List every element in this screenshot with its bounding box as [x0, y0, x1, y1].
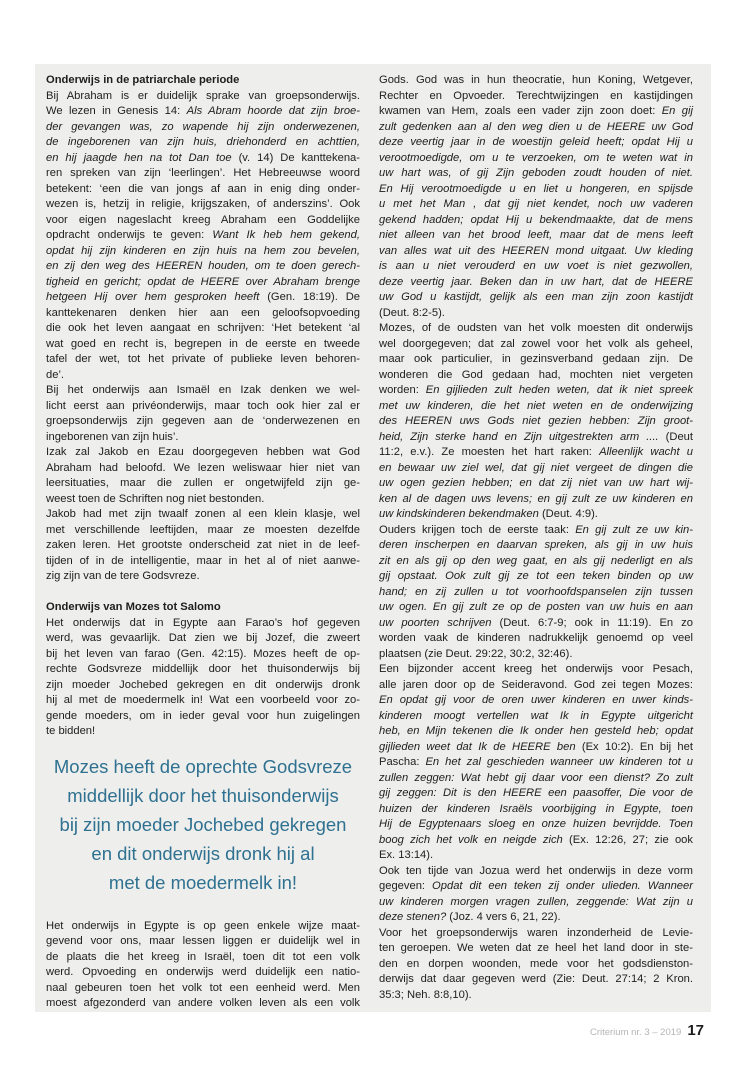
text-line — [379, 740, 693, 756]
text-line — [46, 197, 360, 213]
paragraph — [379, 73, 693, 321]
text-line — [46, 383, 360, 399]
text-run: naal gebeuren toen het volk tot een eenheid werd. Men — [46, 981, 360, 994]
text-run: die ook het leven aangaat en schrijven: ‘Het betekent ‘al — [46, 322, 360, 334]
text-line — [379, 709, 693, 725]
text-run: wel doorgegeven; dat zal zowel voor het volk als geheel, — [379, 337, 693, 350]
scripture-quote: deze stenen? — [379, 911, 447, 923]
text-line — [379, 414, 693, 430]
text-run: (v. 14) De kanttekena- — [231, 151, 360, 164]
scripture-quote: gijlieden weet dat Ik de HEERE ben — [379, 740, 576, 753]
text-line — [46, 430, 360, 446]
text-run: derwijs dat daar gegeven werd (Zie: Deut. 27:14; 2 Kron. — [379, 973, 693, 985]
text-line — [379, 492, 693, 508]
text-line — [46, 647, 360, 663]
text-line — [46, 244, 360, 260]
text-run: voor eigen nageslacht kreeg Abraham een Goddelijke — [46, 213, 360, 226]
text-line — [379, 507, 693, 523]
scripture-quote: deze veertig jaar in de woestijn geleid heeft; opdat Hij u — [379, 136, 693, 148]
text-run: werd, was gevaarlijk. Dat zien we bij Jozef, die zweert — [46, 632, 360, 644]
text-line — [46, 523, 360, 539]
text-run: hij al met de moedermelk in! Wat een voorbeeld voor zo- — [46, 694, 360, 706]
text-line — [46, 709, 360, 725]
text-line — [46, 352, 360, 368]
text-line — [46, 981, 360, 997]
scripture-quote: zit en als gij op den weg gaat, en als gij nederligt en als — [379, 554, 693, 567]
scripture-quote: uw hart was, of gij Zijn geboden zoudt houden of niet. — [379, 167, 693, 179]
text-line — [379, 306, 693, 322]
text-run: tijden of in de intelligentie, maar in het al of niet aanwe- — [46, 554, 360, 567]
text-line — [379, 895, 693, 911]
text-run: wat goed en recht is, begrepen in de eerste en tweede — [46, 337, 360, 350]
text-run: gegeven: — [379, 880, 433, 892]
text-run: Rechter en Opvoeder. Terechtwijzingen en kastijdingen — [379, 89, 693, 102]
text-run: Bij Abraham is er duidelijk sprake van groepsonderwijs. — [46, 89, 360, 102]
text-run: Mozes, of de oudsten van het volk moesten dit onderwijs — [379, 322, 693, 334]
scripture-quote: En gij — [661, 105, 693, 117]
text-run: licht eerst aan privéonderwijs, maar toch ook hier zal er — [46, 399, 360, 412]
scripture-quote: deren inscherpen en daarvan spreken, als gij in uw huis — [379, 539, 693, 551]
text-line — [379, 833, 693, 849]
section-heading: Onderwijs van Mozes tot Salomo — [46, 601, 221, 613]
text-line — [379, 957, 693, 973]
text-line — [379, 755, 693, 771]
text-run: wezen is, hetzij in religie, krijgszaken, of anderszins’. Ook — [46, 198, 360, 210]
text-line — [46, 445, 360, 461]
paragraph — [379, 321, 693, 523]
paragraph — [46, 445, 360, 507]
text-line — [379, 368, 693, 384]
scripture-quote: uw poorten schrijven — [379, 616, 492, 629]
paragraph — [46, 919, 360, 1012]
section-heading: Onderwijs in de patriarchale periode — [46, 74, 240, 86]
scripture-quote: En opdat gij voor de oren uwer kinderen en uwer kinds- — [379, 694, 693, 706]
text-run: Jakob had met zijn twaalf zonen al een klein klasje, wel — [46, 508, 360, 520]
paragraph — [46, 507, 360, 585]
text-line — [379, 864, 693, 880]
text-run: de’. — [46, 368, 65, 381]
text-line — [46, 104, 360, 120]
text-run: zaken leren. Het grootste onderscheid zat niet in de leef- — [46, 539, 360, 551]
text-line — [379, 213, 693, 229]
text-run: rechte Godsvreze middellijk door het thuisonderwijs bij — [46, 663, 360, 675]
scripture-quote: gij zeggen: Dit is den HEERE een paasoffer, Die voor de — [379, 787, 693, 799]
scripture-quote: is aan u niet verouderd en uw voet is niet gezwollen, — [379, 260, 693, 272]
text-line — [379, 399, 693, 415]
text-run: moest afgezonderd van andere volken leven als een volk — [46, 997, 360, 1009]
text-run: ingeborenen van zijn huis’. — [46, 430, 179, 443]
text-run: betekent: ‘een die van jongs af aan in enig ding onder- — [46, 182, 360, 195]
text-line — [379, 244, 693, 260]
scripture-quote: uw ogen gezien hebben; en dat zij niet van uw hart wij- — [379, 477, 693, 489]
text-line — [379, 197, 693, 213]
text-line — [46, 693, 360, 709]
text-line — [379, 445, 693, 461]
text-line — [379, 817, 693, 833]
text-line — [379, 290, 693, 306]
scripture-quote: gij opstaat. Ook zult gij ze tot een teken binden op uw — [379, 570, 693, 582]
text-run: Pascha: — [379, 756, 426, 768]
text-line — [379, 228, 693, 244]
text-line — [379, 616, 693, 632]
text-run: (Ex. 12:26, 27; zie ook — [562, 833, 693, 846]
pull-quote-line: bij zijn moeder Jochebed gekregen — [59, 813, 347, 835]
text-line — [379, 662, 693, 678]
text-line — [379, 585, 693, 601]
text-line — [379, 600, 693, 616]
scripture-quote: verootmoedigde, om u te verzoeken, om te weten wat in — [379, 151, 693, 164]
paragraph-spacer — [46, 585, 360, 601]
text-line — [379, 848, 693, 864]
text-run: (Deut. 8:2-5). — [379, 306, 445, 319]
text-line — [379, 678, 693, 694]
text-line — [379, 941, 693, 957]
text-run: wonderen die God gedaan had, mochten niet vergeten — [379, 368, 693, 381]
text-run: Voor het groepsonderwijs waren inzonderheid de Levie- — [379, 926, 693, 939]
text-line — [46, 662, 360, 678]
text-run: den en dorpen woonden, mede voor het godsdienston- — [379, 957, 693, 970]
text-line — [46, 399, 360, 415]
scripture-quote: en bewaar uw ziel wel, dat gij niet vergeet de dingen die — [379, 461, 693, 474]
text-line — [379, 786, 693, 802]
pull-quote-line: middellijk door het thuisonderwijs — [67, 784, 339, 806]
text-line — [46, 965, 360, 981]
text-run: worden vaak de kinderen nadrukkelijk genoemd op veel — [379, 632, 693, 644]
text-line — [379, 910, 693, 926]
scripture-quote: Alleenlijk wacht u — [599, 446, 693, 458]
text-line — [379, 89, 693, 105]
text-line — [46, 538, 360, 554]
scripture-quote: deze veertig jaar. Beken dan in uw hart, dat de HEERE — [379, 275, 693, 288]
text-line — [46, 306, 360, 322]
text-run: (Joz. 4 vers 6, 21, 22). — [446, 911, 561, 923]
text-line — [379, 337, 693, 353]
text-run: bij het leven van farao (Gen. 42:15). Mozes heeft de op- — [46, 647, 360, 660]
text-line — [379, 569, 693, 585]
text-run: zig zijn van de tere Godsvreze. — [46, 570, 200, 582]
pull-quote-line: met de moedermelk in! — [108, 871, 298, 893]
text-line — [46, 631, 360, 647]
text-line — [46, 492, 360, 508]
text-line — [46, 228, 360, 244]
scripture-quote: zult gedenken aan al den weg dien u de HEERE uw God — [379, 120, 693, 133]
text-line — [379, 554, 693, 570]
text-run: alle jaren door op de Seideravond. God zei tegen Mozes: — [379, 678, 693, 691]
text-run: Gods. God was in hun theocratie, hun Koning, Wetgever, — [379, 74, 693, 86]
text-run: opdracht onderwijs te geven: — [46, 229, 213, 241]
scripture-quote: van alles wat uit des HEEREN mond uitgaat. Uw kleding — [379, 244, 693, 257]
scripture-quote: des HEEREN uws Gods niet gezien hebben: Zijn groot- — [379, 415, 693, 427]
text-line — [379, 104, 693, 120]
text-line — [379, 321, 693, 337]
text-line — [46, 182, 360, 198]
paragraph — [379, 662, 693, 864]
text-run: (Ex 10:2). En bij het — [575, 740, 693, 753]
text-line — [379, 724, 693, 740]
text-line — [379, 879, 693, 895]
text-line — [46, 337, 360, 353]
text-line — [379, 182, 693, 198]
scripture-quote: Als Abram hoorde dat zijn broe- — [186, 105, 360, 117]
pull-quote — [46, 752, 360, 897]
scripture-quote: uw God u kastijdt, gelijk als een man zijn zoon kastijdt — [379, 291, 693, 303]
text-line — [46, 414, 360, 430]
scripture-quote: En gij zult ze uw kin- — [575, 523, 693, 536]
scripture-quote: zullen zeggen: Wat hebt gij daar voor een dienst? Zo zult — [379, 771, 693, 784]
scripture-quote: hand; en zij zullen u tot voorhoofdspanselen zijn tussen — [379, 585, 693, 598]
text-run: kwamen van Hem, zoals een vader zijn zoon doet: — [379, 105, 662, 117]
text-run: worden: — [379, 384, 426, 396]
text-run: (Deut — [658, 430, 694, 443]
text-run: werd. Opvoeding en onderwijs werd duidelijk een natio- — [46, 966, 360, 978]
scripture-quote: uw kindskinderen bekendmaken — [379, 508, 539, 520]
text-line — [379, 523, 693, 539]
text-run: leersituaties, maar die zullen er ongetwijfeld zijn ge- — [46, 477, 360, 489]
text-line — [379, 972, 693, 988]
scripture-quote: u met het Man , dat gij niet kendet, noch uw vaderen — [379, 198, 693, 210]
text-run: Een bijzonder accent kreeg het onderwijs voor Pesach, — [379, 663, 693, 675]
text-line — [46, 678, 360, 694]
text-line — [46, 151, 360, 167]
text-line — [379, 151, 693, 167]
text-line — [46, 996, 360, 1012]
text-run: Ook ten tijde van Jozua werd het onderwijs in deze vorm — [379, 864, 693, 877]
text-run: We lezen in Genesis 14: — [46, 105, 187, 117]
text-line — [379, 538, 693, 554]
text-line — [379, 461, 693, 477]
scripture-quote: ken al de dagen uws levens; en gij zult ze uw kinderen en — [379, 492, 693, 505]
scripture-quote: En gijlieden zult heden weten, dat ik niet spreek — [425, 384, 693, 396]
scripture-quote: Hij de Egyptenaars sloeg en onze huizen bevrijdde. Toen — [379, 818, 693, 830]
text-run: Het onderwijs dat in Egypte aan Farao’s hof gegeven — [46, 616, 360, 629]
text-line — [46, 259, 360, 275]
text-run: Het onderwijs in Egypte is op geen enkele wijze maat- — [46, 919, 360, 932]
text-line — [46, 213, 360, 229]
left-column — [46, 73, 360, 1012]
text-line — [379, 352, 693, 368]
text-run: ren spreken van zijn ‘leerlingen’. Het Hebreeuwse woord — [46, 167, 360, 179]
page-number: 17 — [687, 1022, 704, 1039]
scripture-quote: heid, Zijn sterke hand en Zijn uitgestrekten arm .... — [379, 430, 659, 443]
text-line — [379, 771, 693, 787]
text-run: Bij het onderwijs aan Ismaël en Izak denken we wel- — [46, 384, 360, 396]
scripture-quote: hetgeen Hij over hem gesproken heeft — [46, 291, 260, 303]
text-run: Abraham had beloofd. We lezen weliswaar hier niet van — [46, 461, 360, 474]
text-run: met verschillende leeftijden, maar ze moesten dezelfde — [46, 523, 360, 536]
text-line — [46, 554, 360, 570]
text-run: gevend voor ons, maar lessen liggen er duidelijk wel in — [46, 935, 360, 947]
text-run: (Deut. 6:7-9; ook in 11:19). En zo — [491, 616, 693, 629]
scripture-quote: gekend hadden; opdat Hij u bekendmaakte, dat de mens — [379, 213, 693, 226]
text-run: ten geroepen. We weten dat ze heel het land door in ste- — [379, 942, 693, 954]
right-column — [379, 73, 693, 1003]
paragraph — [46, 89, 360, 384]
text-line — [46, 476, 360, 492]
scripture-quote: uw ogen. En gij zult ze op de posten van uw huis en aan — [379, 601, 693, 613]
text-line — [379, 383, 693, 399]
text-line — [46, 135, 360, 151]
text-run: 11:2, e.v.). Ze moesten het hart raken: — [379, 446, 600, 458]
text-line — [46, 290, 360, 306]
scripture-quote: heb, en Mijn tekenen die Ik onder hen gesteld heb; opdat — [379, 725, 693, 737]
text-line — [46, 934, 360, 950]
scripture-quote: En het zal geschieden wanneer uw kinderen tot u — [425, 756, 693, 768]
text-line — [379, 430, 693, 446]
scripture-quote: der gevangen was, zo wapende hij zijn onderwezenen, — [46, 120, 360, 133]
pull-quote-line: Mozes heeft de oprechte Godsvreze — [53, 755, 353, 777]
text-run: (Deut. 4:9). — [538, 508, 598, 520]
scripture-quote: niet alleen van het brood leeft, maar dat de mens leeft — [379, 229, 693, 241]
text-line — [379, 631, 693, 647]
paragraph — [379, 864, 693, 926]
text-line — [46, 950, 360, 966]
text-line — [379, 259, 693, 275]
text-line — [46, 321, 360, 337]
text-line — [379, 693, 693, 709]
text-line — [379, 476, 693, 492]
text-run: groepsonderwijs zijn gegeven aan de ‘onderwezenen en — [46, 415, 360, 427]
text-line — [46, 616, 360, 632]
text-line — [379, 166, 693, 182]
text-line — [46, 368, 360, 384]
scripture-quote: met uw kinderen, die het niet weten en de onderwijzing — [379, 399, 693, 412]
text-run: Ouders krijgen toch de eerste taak: — [379, 523, 576, 536]
text-line — [379, 120, 693, 136]
paragraph — [46, 383, 360, 445]
text-run: plaatsen (zie Deut. 29:22, 30:2, 32:46). — [379, 647, 573, 660]
magazine-issue: Criterium nr. 3 – 2019 — [589, 1027, 682, 1038]
text-run: maar ook particulier, in gezinsverband gedaan zijn. De — [379, 353, 693, 365]
scripture-quote: uw kinderen morgen vragen zullen, zeggende: Wat zijn u — [379, 895, 693, 908]
scripture-quote: de ingeborenen van zijn huis, driehonderd en achttien, — [46, 136, 360, 148]
text-line — [379, 988, 693, 1004]
paragraph — [46, 616, 360, 740]
scripture-quote: Want Ik heb hem gekend, — [212, 229, 360, 241]
scripture-quote: En Hij verootmoedigde u en liet u hongeren, en spijsde — [379, 182, 693, 195]
text-run: zijn moeder Jochebed gekregen en dit onderwijs dronk — [46, 678, 360, 691]
text-line — [46, 569, 360, 585]
text-line — [379, 275, 693, 291]
text-line — [46, 275, 360, 291]
paragraph — [379, 523, 693, 663]
scripture-quote: kinderen moogt vertellen wat Ik in Egypte uitgericht — [379, 709, 693, 722]
text-line — [46, 461, 360, 477]
scripture-quote: en hij jaagde hen na tot Dan toe — [46, 151, 232, 164]
text-run: (Gen. 18:19). De — [259, 291, 360, 303]
scripture-quote: huizen der kinderen Israëls voorbijging in Egypte, toen — [379, 802, 693, 815]
text-line — [379, 73, 693, 89]
text-run: weest toen de Schriften nog niet bestonden. — [46, 492, 265, 505]
text-line — [46, 166, 360, 182]
text-run: kanttekenaren denken hier aan een geloofsopvoeding — [46, 306, 360, 319]
text-run: de plaats die het kreeg in Israël, toen dit tot een volk — [46, 950, 360, 963]
text-line — [46, 724, 360, 740]
text-line — [379, 135, 693, 151]
text-run: 35:3; Neh. 8:8,10). — [379, 988, 472, 1001]
text-line — [46, 89, 360, 105]
text-line — [46, 919, 360, 935]
text-line — [46, 120, 360, 136]
text-run: Ex. 13:14). — [379, 849, 434, 861]
scripture-quote: Opdat dit een teken zij onder ulieden. Wanneer — [432, 880, 693, 892]
text-run: gende moeders, om in ieder geval voor hun zuigelingen — [46, 709, 360, 722]
text-line — [379, 926, 693, 942]
text-line — [379, 802, 693, 818]
scripture-quote: boog zich het volk en neigde zich — [379, 833, 563, 846]
scripture-quote: en zij den weg des HEEREN houden, om te doen gerech- — [46, 260, 360, 272]
text-run: Izak zal Jakob en Ezau doorgegeven hebben wat God — [46, 446, 360, 458]
scripture-quote: opdat hij zijn kinderen en zijn huis na hem zou bevelen, — [46, 244, 360, 257]
text-run: te bidden! — [46, 725, 96, 737]
text-run: tafel der wet, tot het private of publieke leven behoren- — [46, 353, 360, 365]
text-line — [379, 647, 693, 663]
paragraph — [379, 926, 693, 1004]
pull-quote-line: en dit onderwijs dronk hij al — [91, 842, 315, 864]
page-footer — [590, 1022, 704, 1039]
text-line — [46, 507, 360, 523]
scripture-quote: tigheid en gericht; opdat de HEERE over Abraham brenge — [46, 275, 360, 288]
